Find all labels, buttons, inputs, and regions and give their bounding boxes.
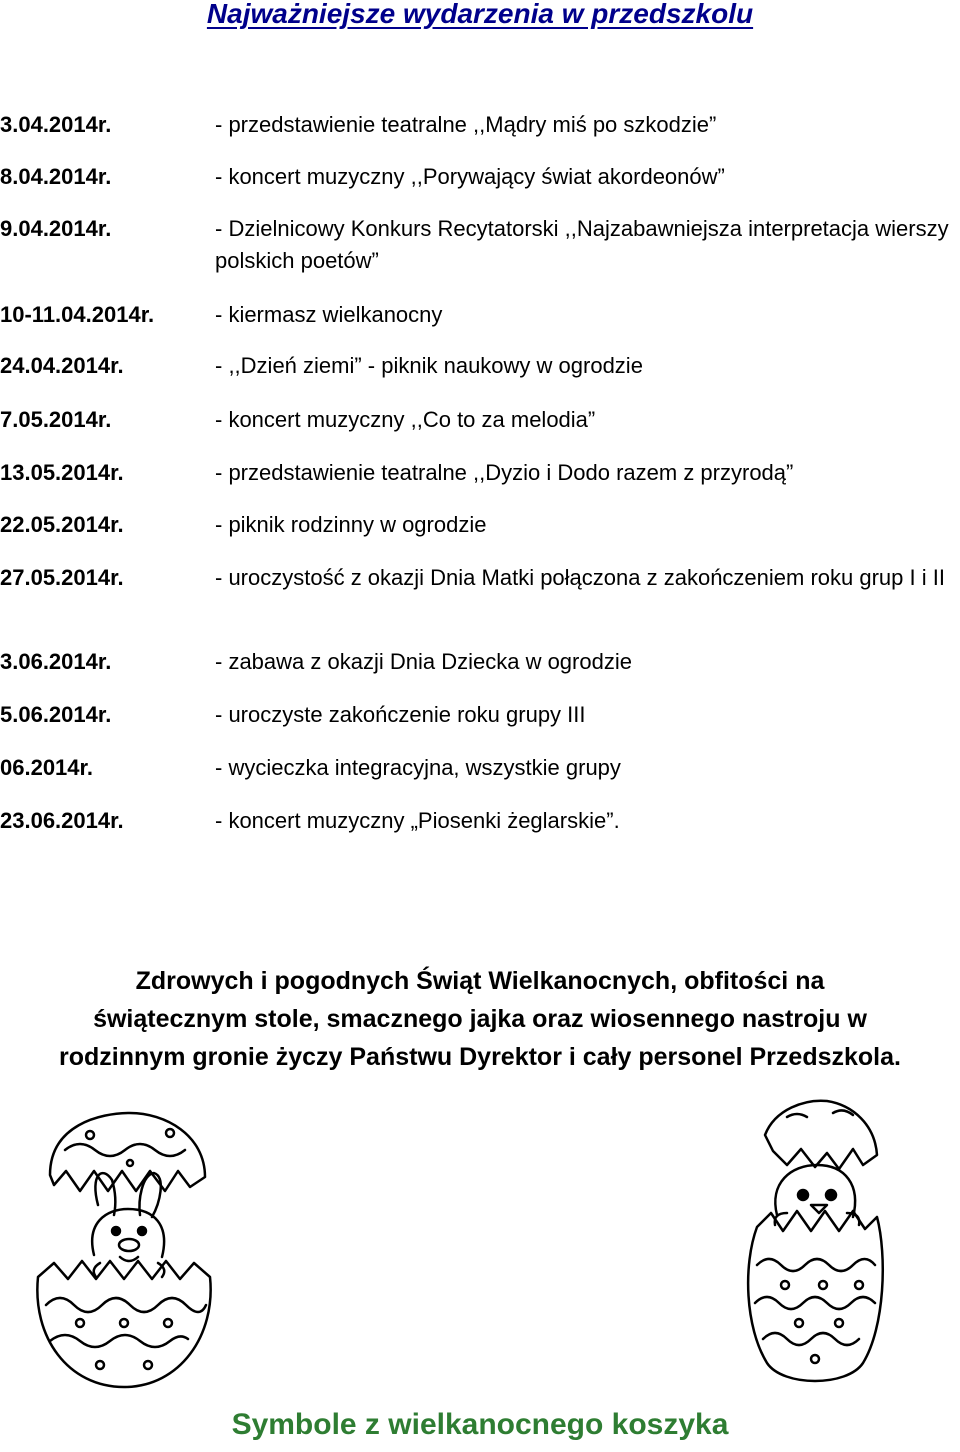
event-description: - koncert muzyczny ,,Co to za melodia” <box>215 407 596 432</box>
event-description: - uroczystość z okazji Dnia Matki połączona z zakończeniem roku grup I i II <box>215 565 945 590</box>
event-date: 8.04.2014r. <box>0 164 112 189</box>
event-description: - koncert muzyczny ,,Porywający świat akordeonów” <box>215 164 725 189</box>
greeting-line: Zdrowych i pogodnych Świąt Wielkanocnych, obfitości na <box>135 967 825 995</box>
greeting-line: świątecznym stole, smacznego jajka oraz wiosennego nastroju w <box>93 1005 867 1033</box>
event-date: 23.06.2014r. <box>0 808 124 833</box>
event-date: 7.05.2014r. <box>0 407 112 432</box>
event-description: - koncert muzyczny „Piosenki żeglarskie”. <box>215 808 620 833</box>
event-date: 3.04.2014r. <box>0 112 112 137</box>
event-description: - wycieczka integracyjna, wszystkie grupy <box>215 755 621 780</box>
event-description: - uroczyste zakończenie roku grupy III <box>215 702 586 727</box>
event-date: 24.04.2014r. <box>0 353 124 378</box>
event-date: 27.05.2014r. <box>0 565 124 590</box>
easter-greeting <box>0 962 960 1076</box>
footer-caption: Symbole z wielkanocnego koszyka <box>231 1408 729 1441</box>
event-date: 22.05.2014r. <box>0 512 124 537</box>
event-description: - przedstawienie teatralne ,,Mądry miś po szkodzie” <box>215 112 717 137</box>
event-date: 06.2014r. <box>0 755 93 780</box>
event-description: - przedstawienie teatralne ,,Dyzio i Dodo razem z przyrodą” <box>215 460 794 485</box>
event-description: - zabawa z okazji Dnia Dziecka w ogrodzie <box>215 649 632 674</box>
chick-in-egg-icon <box>735 1095 895 1395</box>
greeting-line: rodzinnym gronie życzy Państwu Dyrektor i cały personel Przedszkola. <box>59 1043 901 1071</box>
event-date: 10-11.04.2014r. <box>0 302 155 327</box>
event-date: 13.05.2014r. <box>0 460 124 485</box>
event-date: 5.06.2014r. <box>0 702 112 727</box>
event-description: - Dzielnicowy Konkurs Recytatorski ,,Najzabawniejsza interpretacja wierszy polskich poetów” <box>215 216 949 273</box>
event-description: - piknik rodzinny w ogrodzie <box>215 512 487 537</box>
event-description: - kiermasz wielkanocny <box>215 302 443 327</box>
page-title: Najważniejsze wydarzenia w przedszkolu <box>206 0 754 29</box>
event-date: 3.06.2014r. <box>0 649 112 674</box>
bunny-in-egg-icon <box>20 1105 230 1395</box>
event-description: - ,,Dzień ziemi” - piknik naukowy w ogrodzie <box>215 353 643 378</box>
event-date: 9.04.2014r. <box>0 216 112 241</box>
